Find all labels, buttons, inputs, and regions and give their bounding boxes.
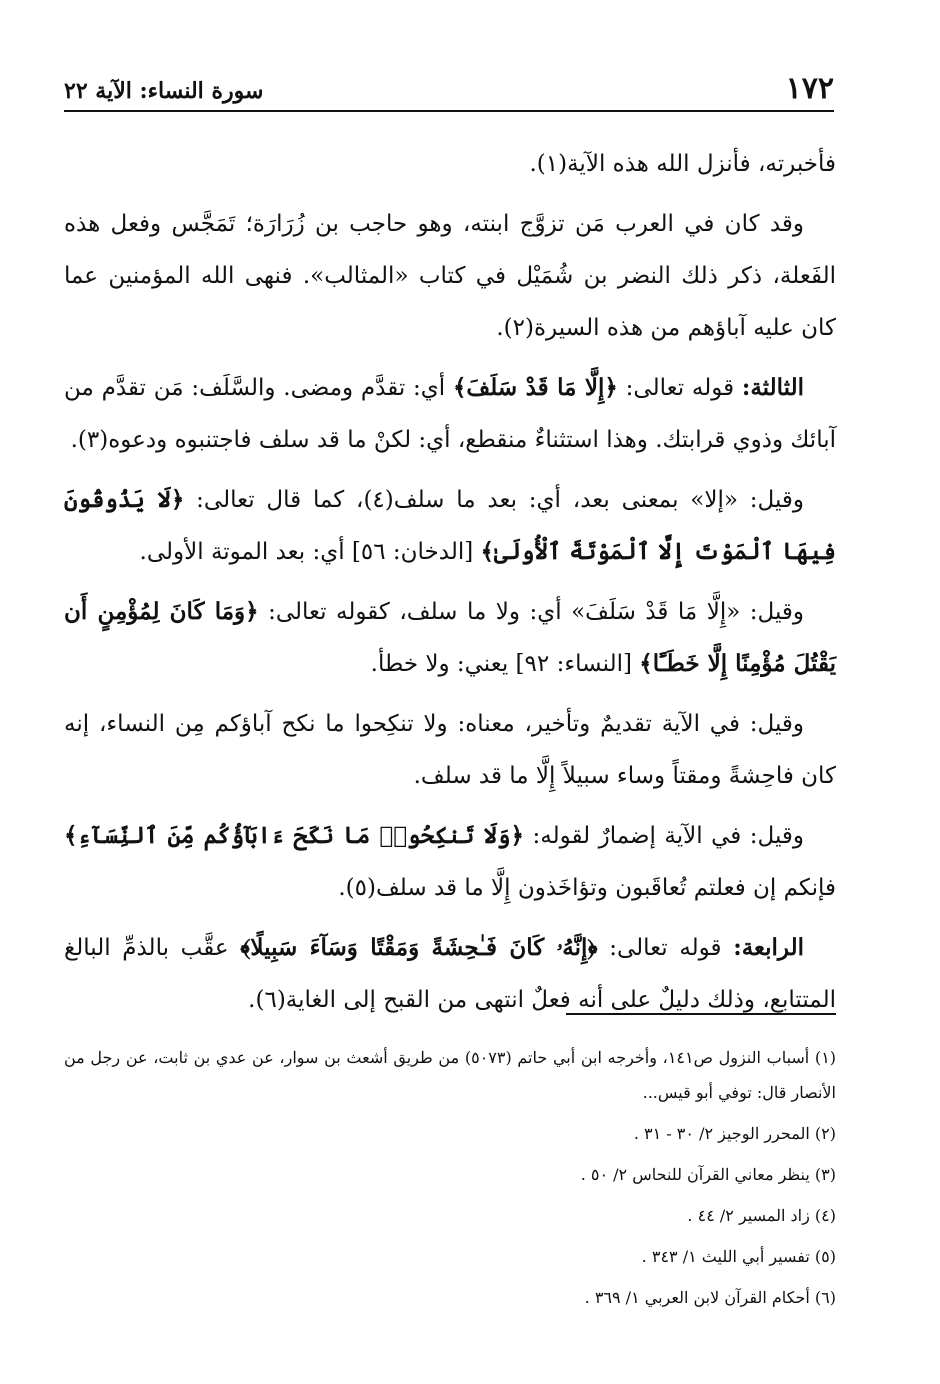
paragraph-8-text-b: عقَّب بالذمِّ البالغ المتتابع، وذلك دليلٌ على أنه فعلٌ انتهى من القبح إلى الغاية(٦). — [64, 935, 836, 1013]
footnote-2: (٢) المحرر الوجيز ٢/ ٣٠ - ٣١ . — [633, 1124, 836, 1143]
paragraph-3-text-b: أي: تقدَّم ومضى. والسَّلَف: مَن تقدَّم من آبائك وذوي قرابتك. وهذا استثناءٌ منقطع، أي: لكنْ ما قد سلف فاجتنبوه ودعوه(٣). — [64, 375, 836, 453]
running-title: سورة النساء: الآية ٢٢ — [64, 78, 264, 104]
footnote-separator — [566, 1013, 836, 1015]
paragraph-6: وقيل: في الآية تقديمٌ وتأخير، معناه: ولا تنكِحوا ما نكح آباؤكم مِن النساء، إنه كان فاحِشةً ومقتاً وساء سبيلاً إِلَّا ما قد سلف. — [64, 711, 836, 789]
paragraph-4-text-a: وقيل: «إلا» بمعنى بعد، أي: بعد ما سلف(٤)، كما قال تعالى: — [184, 487, 804, 513]
paragraph-7-text-b: فإنكم إن فعلتم تُعاقَبون وتؤاخَذون إِلَّا ما قد سلف(٥). — [338, 875, 836, 901]
paragraph-5-text-b: [النساء: ٩٢] يعني: ولا خطأ. — [370, 651, 640, 677]
main-text — [64, 138, 836, 1034]
paragraph-7-text-a: وقيل: في الآية إضمارٌ لقوله: — [524, 823, 804, 849]
quran-verse: ﴿إِنَّهُۥ كَانَ فَـٰحِشَةً وَمَقْتًا وَسَآءَ سَبِيلًا﴾ — [240, 934, 598, 961]
paragraph-8 — [64, 922, 836, 1026]
paragraph-4-text-b: [الدخان: ٥٦] أي: بعد الموتة الأولى. — [139, 539, 481, 565]
paragraph-7 — [64, 810, 836, 914]
quran-verse: ﴿إِلَّا مَا قَدْ سَلَفَ﴾ — [452, 374, 618, 401]
footnotes — [64, 1040, 836, 1321]
quran-verse: ﴿وَمَا كَانَ لِمُؤْمِنٍ أَن يَقْتُلَ مُؤْمِنًا إِلَّا خَطَـًٔا﴾ — [64, 598, 836, 677]
paragraph-4 — [64, 474, 836, 578]
section-heading-fourth: الرابعة: — [733, 934, 804, 961]
footnote-3: (٣) ينظر معاني القرآن للنحاس ٢/ ٥٠ . — [580, 1165, 836, 1184]
paragraph-5-text-a: وقيل: «إِلَّا مَا قَدْ سَلَفَ» أي: ولا ما سلف، كقوله تعالى: — [258, 599, 805, 625]
page-number: ١٧٢ — [785, 71, 834, 106]
section-heading-third: الثالثة: — [741, 374, 804, 401]
page-header — [64, 70, 834, 112]
footnote-5: (٥) تفسير أبي الليث ١/ ٣٤٣ . — [641, 1247, 836, 1266]
footnote-4: (٤) زاد المسير ٢/ ٤٤ . — [687, 1206, 836, 1225]
footnote-1: (١) أسباب النزول ص١٤١، وأخرجه ابن أبي حاتم (٥٠٧٣) من طريق أشعث بن سوار، عن عدي بن ثابت، عن رجل من الأنصار قال: توفي أبو قيس... — [64, 1048, 837, 1102]
paragraph-5 — [64, 586, 836, 690]
paragraph-3-text-a: قوله تعالى: — [617, 375, 742, 401]
footnote-6: (٦) أحكام القرآن لابن العربي ١/ ٣٦٩ . — [584, 1288, 836, 1307]
paragraph-2: وقد كان في العرب مَن تزوَّج ابنته، وهو حاجب بن زُرَارَة؛ تَمَجَّس وفعل هذه الفَعلة، ذكر ذلك النضر بن شُمَيْل في كتاب «المثالب». فنهى الله المؤمنين عما كان عليه آباؤهم من هذه السيرة(٢). — [64, 211, 836, 341]
paragraph-3 — [64, 362, 836, 466]
paragraph-1: فأخبرته، فأنزل الله هذه الآية(١). — [529, 151, 836, 177]
paragraph-8-text-a: قوله تعالى: — [597, 935, 734, 961]
quran-verse: ﴿لَا يَذُوقُونَ فِيهَا ٱلْمَوْتَ إِلَّا ٱلْمَوْتَةَ ٱلْأُولَىٰ﴾ — [64, 486, 836, 565]
quran-verse: ﴿وَلَا تَنكِحُوا۟ مَا نَكَحَ ءَابَآؤُكُم مِّنَ ٱلنِّسَآءِ﴾ — [64, 822, 525, 849]
